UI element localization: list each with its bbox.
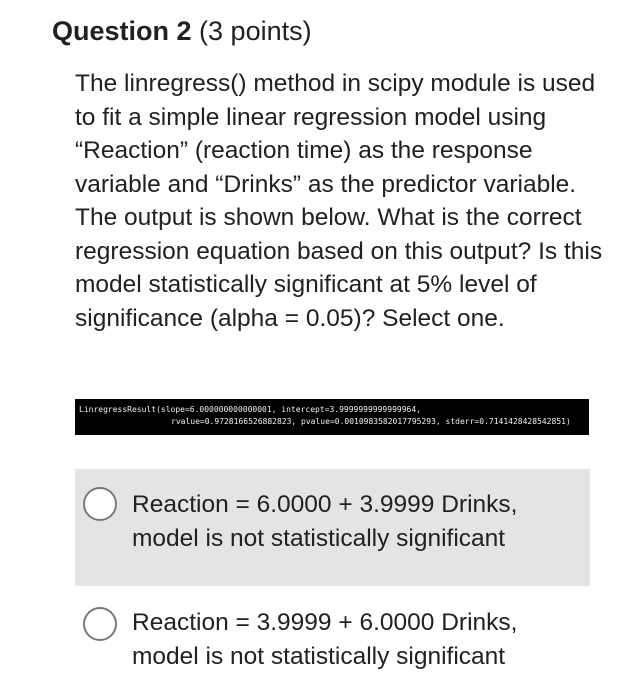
question-title [52, 14, 312, 48]
answer-option-equation: Reaction = 6.0000 + 3.9999 Drinks, [132, 491, 518, 518]
answer-option-significance: model is not statistically significant [132, 643, 506, 670]
output-line-1: LinregressResult(slope=6.000000000000001, intercept=3.9999999999999964, [79, 405, 421, 414]
answer-option-label [132, 606, 582, 674]
question-points: (3 points) [199, 16, 312, 46]
answer-option-significance: model is not statistically significant [132, 525, 506, 552]
radio-button[interactable] [83, 487, 117, 521]
question-label: Question 2 [52, 16, 192, 46]
radio-button[interactable] [83, 607, 117, 641]
answer-option-equation: Reaction = 3.9999 + 6.0000 Drinks, [132, 609, 518, 636]
answer-option-2[interactable] [75, 587, 590, 697]
regression-output-image [75, 399, 589, 435]
output-line-2: rvalue=0.9728166526882823, pvalue=0.0010983582017795293, stderr=0.7141428428542851) [171, 417, 571, 426]
question-text: The linregress() method in scipy module is used to fit a simple linear regression model using “Reaction” (reaction time) as the response variable and “Drinks” as the predictor variable. The output is shown below. What is the correct regression equation based on this output? Is this model statistically significant at 5% level of significance (alpha = 0.05)? Select one. [75, 70, 603, 332]
answer-option-label [132, 488, 582, 556]
answer-option-1[interactable] [75, 469, 590, 586]
